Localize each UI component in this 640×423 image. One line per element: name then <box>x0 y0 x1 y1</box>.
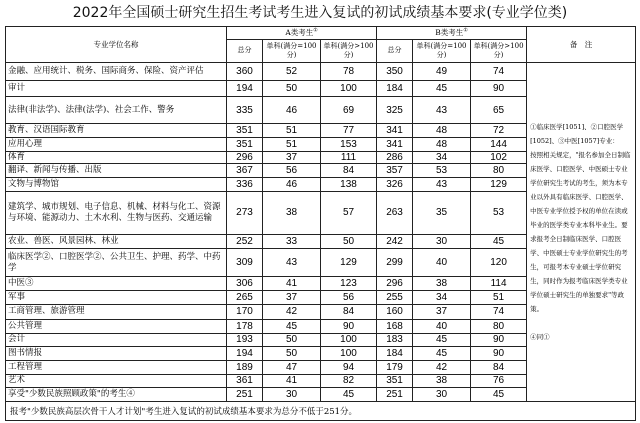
score-b-single-low: 48 <box>413 123 471 137</box>
major-name: 体育 <box>6 151 227 164</box>
score-b-total: 326 <box>377 178 413 192</box>
score-b-single-high: 74 <box>471 304 527 319</box>
score-a-single-high: 129 <box>321 249 377 277</box>
score-b-total: 299 <box>377 249 413 277</box>
score-b-total: 296 <box>377 277 413 291</box>
footer-note: 报考"少数民族高层次骨干人才计划"考生进入复试的初试成绩基本要求为总分不低于251分。 <box>6 401 636 420</box>
notes-p1: ①临床医学[1051]、②口腔医学[1052]、③中医[1057]专业： <box>530 122 624 145</box>
score-b-total: 160 <box>377 304 413 319</box>
score-a-single-low: 50 <box>263 333 321 347</box>
major-name: 图书情报 <box>6 347 227 361</box>
major-name: 公共管理 <box>6 319 227 333</box>
header-notes: 备 注 <box>527 27 636 63</box>
table-row <box>6 63 636 81</box>
score-b-single-high: 90 <box>471 333 527 347</box>
score-a-single-low: 37 <box>263 290 321 304</box>
score-a-total: 251 <box>227 387 263 401</box>
score-b-single-high: 102 <box>471 151 527 164</box>
header-a-total: 总分 <box>227 39 263 62</box>
major-name: 建筑学、城市规划、电子信息、机械、材料与化工、资源与环境、能源动力、土木水利、生物与医药、交通运输 <box>6 191 227 234</box>
major-name: 金融、应用统计、税务、国际商务、保险、资产评估 <box>6 63 227 81</box>
score-b-single-low: 30 <box>413 387 471 401</box>
score-b-single-low: 49 <box>413 63 471 81</box>
score-b-total: 168 <box>377 319 413 333</box>
score-a-total: 178 <box>227 319 263 333</box>
score-a-total: 361 <box>227 374 263 387</box>
notes-p3: ④同① <box>530 332 550 341</box>
major-name: 工程管理 <box>6 361 227 375</box>
score-b-total: 341 <box>377 137 413 151</box>
score-b-total: 183 <box>377 333 413 347</box>
score-b-single-high: 80 <box>471 319 527 333</box>
score-a-single-high: 57 <box>321 191 377 234</box>
score-b-single-low: 34 <box>413 290 471 304</box>
header-zone-a: A类考生① <box>227 27 377 40</box>
score-a-single-low: 30 <box>263 387 321 401</box>
score-a-single-low: 46 <box>263 97 321 124</box>
score-a-single-high: 45 <box>321 387 377 401</box>
score-a-total: 367 <box>227 164 263 178</box>
score-a-single-high: 123 <box>321 277 377 291</box>
major-name: 翻译、新闻与传播、出版 <box>6 164 227 178</box>
score-a-single-low: 38 <box>263 191 321 234</box>
score-b-total: 255 <box>377 290 413 304</box>
score-b-single-high: 114 <box>471 277 527 291</box>
score-b-single-low: 45 <box>413 333 471 347</box>
score-a-single-high: 100 <box>321 333 377 347</box>
score-a-total: 194 <box>227 81 263 97</box>
score-a-single-low: 45 <box>263 319 321 333</box>
score-b-single-low: 42 <box>413 361 471 375</box>
major-name: 教育、汉语国际教育 <box>6 123 227 137</box>
score-b-total: 341 <box>377 123 413 137</box>
score-a-total: 189 <box>227 361 263 375</box>
score-b-single-high: 65 <box>471 97 527 124</box>
score-b-single-low: 40 <box>413 249 471 277</box>
score-a-single-low: 50 <box>263 347 321 361</box>
score-b-single-high: 120 <box>471 249 527 277</box>
score-b-single-high: 74 <box>471 63 527 81</box>
notes-cell <box>527 63 636 401</box>
page-title: 2022年全国硕士研究生招生考试考生进入复试的初试成绩基本要求(专业学位类) <box>72 5 568 21</box>
score-b-single-low: 43 <box>413 97 471 124</box>
score-b-single-high: 45 <box>471 387 527 401</box>
score-b-total: 251 <box>377 387 413 401</box>
score-b-total: 184 <box>377 81 413 97</box>
major-name: 享受"少数民族照顾政策"的考生④ <box>6 387 227 401</box>
major-name: 农业、兽医、风景园林、林业 <box>6 234 227 249</box>
score-a-single-low: 37 <box>263 151 321 164</box>
score-b-single-high: 51 <box>471 290 527 304</box>
header-a-single-low: 单科(满分=100分) <box>263 39 321 62</box>
score-a-total: 351 <box>227 137 263 151</box>
header-a-single-high: 单科(满分>100分) <box>321 39 377 62</box>
header-b-single-high: 单科(满分>100分) <box>471 39 527 62</box>
score-b-single-high: 90 <box>471 347 527 361</box>
score-a-single-high: 77 <box>321 123 377 137</box>
score-b-total: 286 <box>377 151 413 164</box>
score-b-single-low: 45 <box>413 81 471 97</box>
score-b-single-low: 53 <box>413 164 471 178</box>
score-b-single-low: 38 <box>413 277 471 291</box>
score-a-single-low: 41 <box>263 374 321 387</box>
score-b-single-high: 76 <box>471 374 527 387</box>
score-b-total: 179 <box>377 361 413 375</box>
score-b-total: 242 <box>377 234 413 249</box>
score-b-single-high: 45 <box>471 234 527 249</box>
score-a-single-high: 138 <box>321 178 377 192</box>
score-a-total: 252 <box>227 234 263 249</box>
score-b-single-high: 80 <box>471 164 527 178</box>
score-b-single-high: 53 <box>471 191 527 234</box>
score-a-total: 335 <box>227 97 263 124</box>
header-zone-b: B类考生① <box>377 27 527 40</box>
score-b-single-low: 40 <box>413 319 471 333</box>
score-a-single-low: 46 <box>263 178 321 192</box>
major-name: 法律(非法学)、法律(法学)、社会工作、警务 <box>6 97 227 124</box>
major-name: 会计 <box>6 333 227 347</box>
score-a-single-high: 78 <box>321 63 377 81</box>
score-a-total: 265 <box>227 290 263 304</box>
notes-p2: 按照相关规定，"报名参加全日制临床医学、口腔医学、中医硕士专业学位研究生考试的考生，须为本专业以外具有临床医学、口腔医学、中医专业学位授予权的单位在读或毕业的医学类专业本科毕业生。要求报考全日制临床医学、口腔医学、中医硕士专业学位研究生的考生，可报考本专业硕士学位研究生，同时作为报考临床医学类专业学位硕士研究生的单独要求"等政策。 <box>530 150 631 313</box>
score-b-single-high: 84 <box>471 361 527 375</box>
score-table <box>5 26 636 421</box>
score-b-single-low: 38 <box>413 374 471 387</box>
major-name: 工商管理、旅游管理 <box>6 304 227 319</box>
score-b-total: 184 <box>377 347 413 361</box>
major-name: 审计 <box>6 81 227 97</box>
score-a-single-low: 51 <box>263 137 321 151</box>
score-a-single-high: 90 <box>321 319 377 333</box>
score-a-total: 296 <box>227 151 263 164</box>
major-name: 应用心理 <box>6 137 227 151</box>
score-a-total: 170 <box>227 304 263 319</box>
header-b-total: 总分 <box>377 39 413 62</box>
major-name: 艺术 <box>6 374 227 387</box>
score-a-total: 193 <box>227 333 263 347</box>
score-b-single-high: 144 <box>471 137 527 151</box>
score-a-total: 194 <box>227 347 263 361</box>
score-b-total: 325 <box>377 97 413 124</box>
score-a-single-high: 153 <box>321 137 377 151</box>
score-a-single-low: 47 <box>263 361 321 375</box>
score-b-single-low: 45 <box>413 347 471 361</box>
score-a-single-low: 51 <box>263 123 321 137</box>
major-name: 军事 <box>6 290 227 304</box>
major-name: 文物与博物馆 <box>6 178 227 192</box>
score-a-single-high: 100 <box>321 81 377 97</box>
score-a-single-high: 84 <box>321 304 377 319</box>
score-b-total: 350 <box>377 63 413 81</box>
score-a-single-low: 50 <box>263 81 321 97</box>
score-b-single-low: 35 <box>413 191 471 234</box>
score-b-single-high: 129 <box>471 178 527 192</box>
score-a-single-low: 42 <box>263 304 321 319</box>
score-a-single-high: 94 <box>321 361 377 375</box>
major-name: 临床医学②、口腔医学②、公共卫生、护理、药学、中药学 <box>6 249 227 277</box>
header-major: 专业学位名称 <box>6 27 227 63</box>
score-a-single-high: 50 <box>321 234 377 249</box>
score-a-total: 309 <box>227 249 263 277</box>
score-a-single-high: 84 <box>321 164 377 178</box>
score-b-single-low: 34 <box>413 151 471 164</box>
score-a-single-high: 100 <box>321 347 377 361</box>
score-a-single-high: 82 <box>321 374 377 387</box>
score-b-single-high: 90 <box>471 81 527 97</box>
score-a-single-low: 52 <box>263 63 321 81</box>
score-a-total: 360 <box>227 63 263 81</box>
score-a-total: 336 <box>227 178 263 192</box>
score-a-single-low: 41 <box>263 277 321 291</box>
score-b-total: 263 <box>377 191 413 234</box>
major-name: 中医③ <box>6 277 227 291</box>
score-a-single-low: 56 <box>263 164 321 178</box>
score-a-single-high: 111 <box>321 151 377 164</box>
score-a-total: 306 <box>227 277 263 291</box>
score-b-single-high: 72 <box>471 123 527 137</box>
score-a-single-high: 56 <box>321 290 377 304</box>
score-b-total: 357 <box>377 164 413 178</box>
header-b-single-low: 单科(满分=100分) <box>413 39 471 62</box>
score-a-single-low: 33 <box>263 234 321 249</box>
score-a-total: 273 <box>227 191 263 234</box>
score-b-single-low: 37 <box>413 304 471 319</box>
score-a-single-low: 43 <box>263 249 321 277</box>
score-b-single-low: 30 <box>413 234 471 249</box>
score-b-total: 351 <box>377 374 413 387</box>
score-a-single-high: 69 <box>321 97 377 124</box>
score-b-single-low: 48 <box>413 137 471 151</box>
score-a-total: 351 <box>227 123 263 137</box>
score-b-single-low: 43 <box>413 178 471 192</box>
